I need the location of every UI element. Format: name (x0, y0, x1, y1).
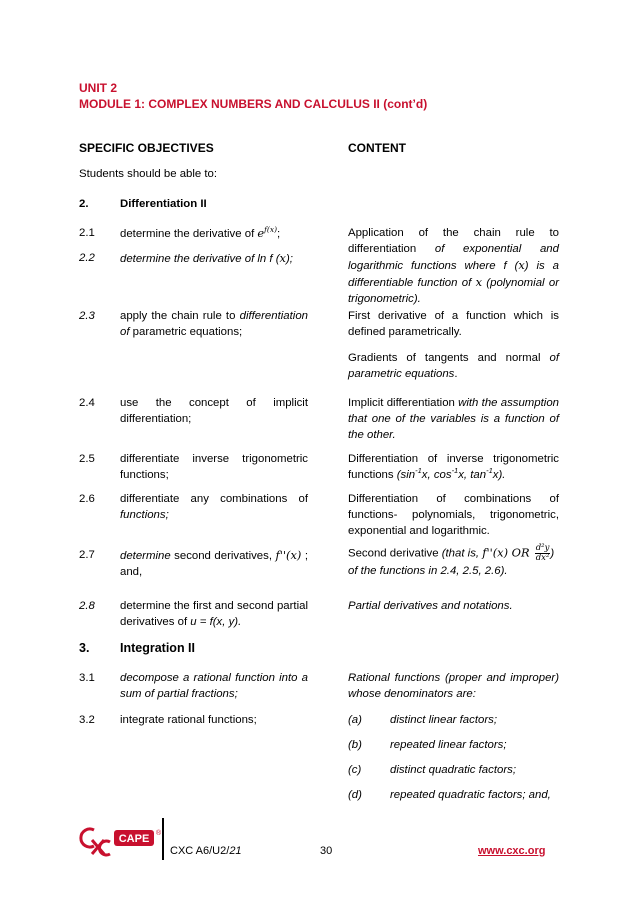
content-text: Rational functions (proper and improper) whose denominators are: (348, 672, 559, 700)
objective-number: 3.1 (79, 672, 95, 684)
objective-number: 2.6 (79, 493, 95, 505)
objective-text: determine the derivative of ln f (x); (120, 251, 293, 265)
objective-number: 2.5 (79, 453, 95, 465)
objective-text: apply the chain rule to differentiation of parametric equations; (120, 310, 308, 338)
content-text: Implicit differentiation with the assumption that one of the variables is a function of the other. (348, 397, 559, 441)
section-number: 2. (79, 198, 89, 210)
list-label: (c) (348, 764, 362, 776)
objective-text: integrate rational functions; (120, 714, 257, 726)
objective-text: determine the derivative of $e^{f(x)}$; (120, 225, 281, 240)
objective-number: 2.1 (79, 227, 95, 239)
objective-number: 2.7 (79, 549, 95, 561)
content-text: Second derivative (that is, f''(x) OR $\frac{\text{d²y}}{\text{dx²}}$ ) of the functions in 2.4, 2.5, 2.6). (348, 543, 555, 577)
objective-number: 2.2 (79, 252, 95, 264)
objective-number: 2.3 (79, 310, 95, 322)
section-title: Differentiation II (120, 198, 207, 210)
content-text: Gradients of tangents and normal of parametric equations. (348, 352, 559, 380)
content-text: Application of the chain rule to differentiation of exponential and logarithmic functions where f (x) is a differentiable function of x (polynomial or trigonometric). (348, 227, 560, 305)
objective-text: determine second derivatives, f''(x) ; and, (120, 548, 308, 578)
objective-number: 3.2 (79, 714, 95, 726)
list-label: (d) (348, 789, 362, 801)
logo-text: CAPE (118, 833, 150, 845)
content-text: First derivative of a function which is defined parametrically. (348, 310, 559, 338)
list-item: distinct linear factors; (390, 714, 497, 726)
objective-text: differentiate inverse trigonometric functions; (120, 453, 308, 481)
section-title: Integration II (120, 641, 195, 655)
cxc-logo-icon (80, 824, 160, 858)
content-text: Differentiation of inverse trigonometric functions ($\sin^{-1}x$, $\cos^{-1}x$, $\tan^{-1}x$). (348, 453, 559, 481)
content-text: Partial derivatives and notations. (348, 600, 513, 612)
objective-text: decompose a rational function into a sum of partial fractions; (120, 672, 308, 700)
intro-text: Students should be able to: (79, 168, 218, 180)
objective-number: 2.8 (79, 600, 95, 612)
section-number: 3. (79, 641, 90, 655)
list-item: repeated linear factors; (390, 739, 507, 751)
objective-text: use the concept of implicit differentiation; (120, 397, 308, 425)
content-text: Differentiation of combinations of functions- polynomials, trigonometric, exponential and logarithmic. (348, 493, 559, 537)
doc-code: CXC A6/U2/21 (170, 845, 242, 857)
unit-title: UNIT 2 (79, 81, 118, 95)
list-label: (b) (348, 739, 362, 751)
objectives-heading: SPECIFIC OBJECTIVES (79, 141, 214, 155)
content-heading: CONTENT (348, 141, 406, 155)
objective-number: 2.4 (79, 397, 95, 409)
list-label: (a) (348, 714, 362, 726)
objective-text: differentiate any combinations of functions; (120, 493, 308, 521)
page-number: 30 (320, 845, 333, 857)
list-item: distinct quadratic factors; (390, 764, 516, 776)
logo-reg: ® (156, 830, 162, 837)
website-link[interactable]: www.cxc.org (478, 845, 546, 857)
objective-text: determine the first and second partial derivatives of u = f(x, y). (120, 600, 308, 628)
module-title: MODULE 1: COMPLEX NUMBERS AND CALCULUS II (cont’d) (79, 97, 428, 111)
list-item: repeated quadratic factors; and, (390, 789, 551, 801)
cxc-logo (80, 824, 160, 858)
footer-divider (162, 818, 164, 860)
second-derivative-fraction: $\frac{\text{d²y}}{\text{dx²}}$ (535, 543, 550, 563)
